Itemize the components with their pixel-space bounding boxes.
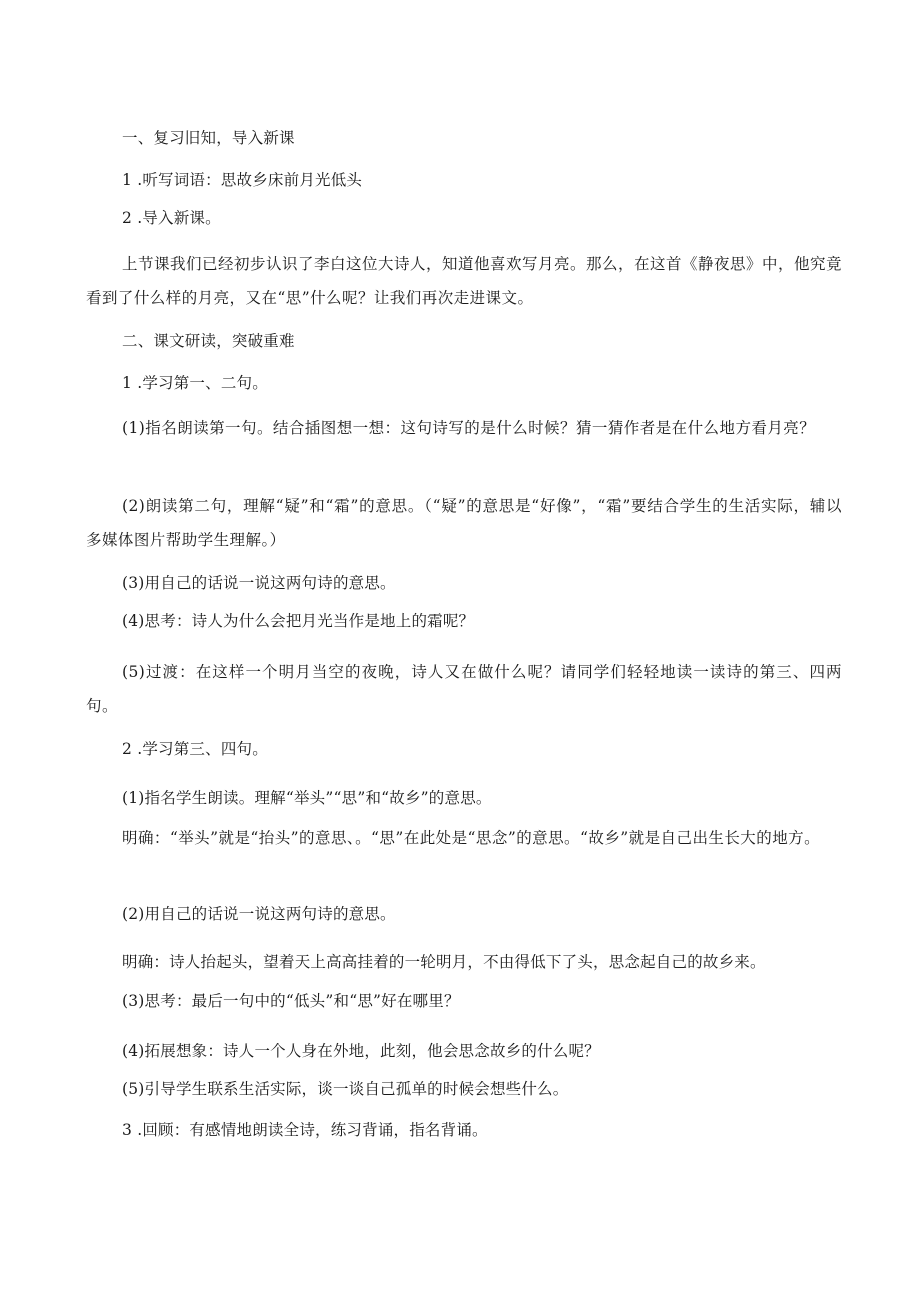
item-2-2-5: (5)引导学生联系生活实际，谈一谈自己孤单的时候会想些什么。 [122,1080,569,1098]
item-2-2-4: (4)拓展想象：诗人一个人身在外地，此刻，他会思念故乡的什么呢？ [122,1042,600,1060]
item-2-1-2: (2)朗读第二句，理解“疑”和“霜”的意思。（“疑”的意思是“好像”，“霜”要结合学生的生活实际，辅以多媒体图片帮助学生理解。） [86,497,842,549]
item-2-2-3: (3)思考：最后一句中的“低头”和“思”好在哪里？ [122,992,460,1010]
item-1-1: 1 .听写词语：思故乡床前月光低头 [122,171,363,189]
item-2-1-4: (4)思考：诗人为什么会把月光当作是地上的霜呢？ [122,612,475,630]
item-2-1-3: (3)用自己的话说一说这两句诗的意思。 [122,574,396,592]
item-2-1: 1 .学习第一、二句。 [122,374,268,392]
item-2-3: 3 .回顾：有感情地朗读全诗，练习背诵，指名背诵。 [122,1121,488,1139]
section-1-heading: 一、复习旧知，导入新课 [122,129,295,147]
intro-paragraph: 上节课我们已经初步认识了李白这位大诗人，知道他喜欢写月亮。那么，在这首《静夜思》中，他究竟看到了什么样的月亮，又在“思”什么呢？让我们再次走进课文。 [86,255,842,307]
item-1-2: 2 .导入新课。 [122,209,221,227]
item-2-2-2: (2)用自己的话说一说这两句诗的意思。 [122,905,396,923]
item-2-1-5: (5)过渡：在这样一个明月当空的夜晚，诗人又在做什么呢？请同学们轻轻地读一读诗的第三、四两句。 [86,663,842,715]
item-2-2-2-answer: 明确：诗人抬起头，望着天上高高挂着的一轮明月，不由得低下了头，思念起自己的故乡来。 [122,953,766,971]
item-2-2: 2 .学习第三、四句。 [122,740,268,758]
item-2-2-1: (1)指名学生朗读。理解“举头”“思”和“故乡”的意思。 [122,789,492,807]
section-2-heading: 二、课文研读，突破重难 [122,332,295,350]
item-2-2-1-answer: 明确：“举头”就是“抬头”的意思、。“思”在此处是“思念”的意思。“故乡”就是自己出生长大的地方。 [122,829,821,847]
item-2-1-1: (1)指名朗读第一句。结合插图想一想：这句诗写的是什么时候？猜一猜作者是在什么地方看月亮？ [122,419,816,437]
